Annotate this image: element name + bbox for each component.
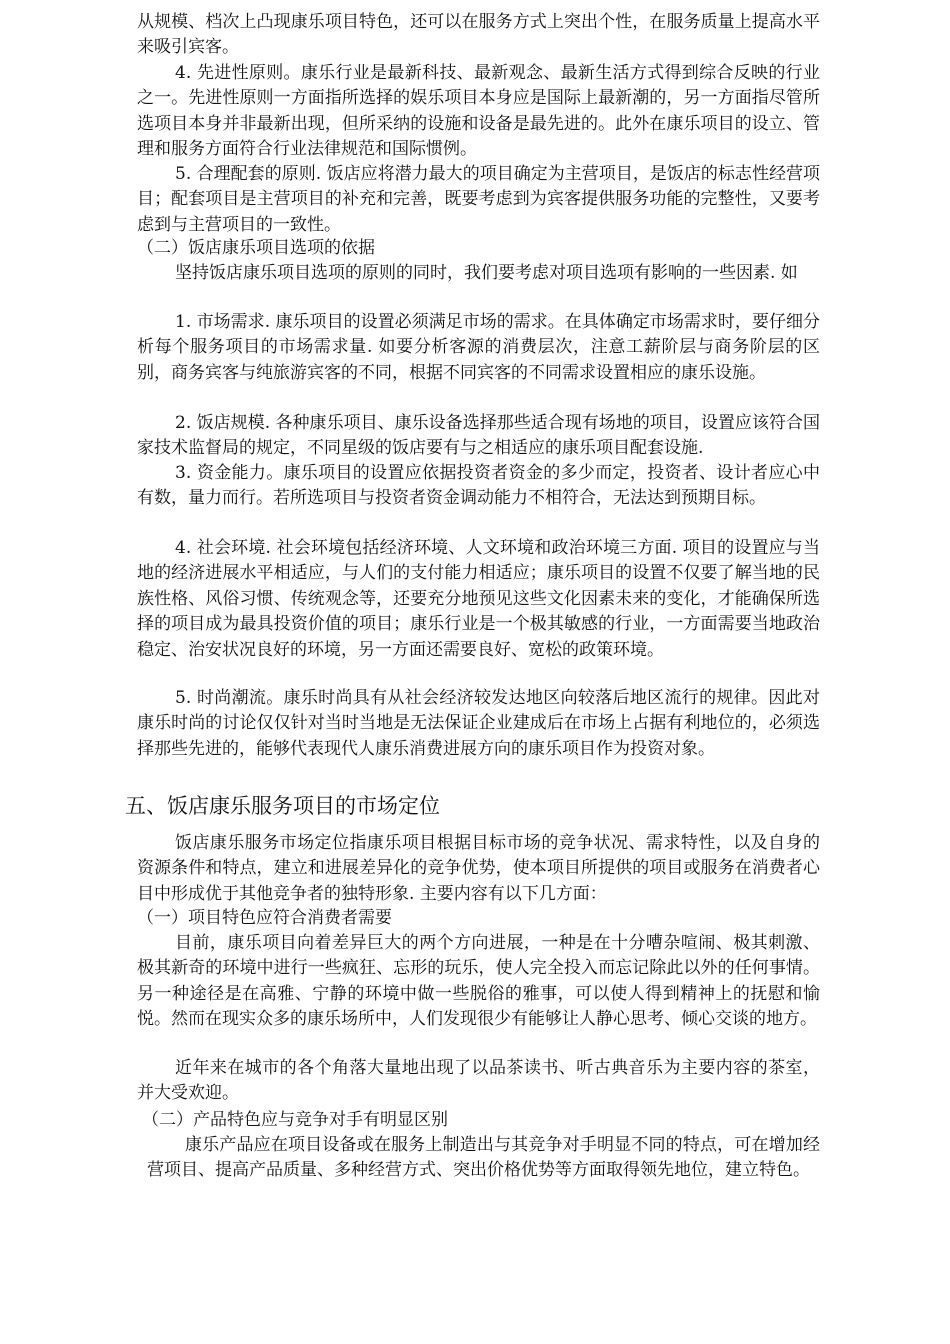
paragraph-principle-5: 5. 合理配套的原则. 饭店应将潜力最大的项目确定为主营项目，是饭店的标志性经营项目；配套项目是主营项目的补充和完善，既要考虑到为宾客提供服务功能的完整性，又要考虑到与主营项目的一致性。: [137, 164, 820, 235]
paragraph-hotel-scale: 2. 饭店规模. 各种康乐项目、康乐设备选择那些适合现有场地的项目，设置应该符合国家技术监督局的规定，不同星级的饭店要有与之相适应的康乐项目配套设施.: [137, 413, 820, 459]
paragraph-capital-capacity: 3. 资金能力。康乐项目的设置应依据投资者资金的多少而定，投资者、设计者应心中有数，量力而行。若所选项目与投资者资金调动能力不相符合，无法达到预期目标。: [137, 463, 820, 509]
paragraph-market-demand: 1. 市场需求. 康乐项目的设置必须满足市场的需求。在具体确定市场需求时，要仔细分析每个服务项目的市场需求量. 如要分析客源的消费层次，注意工薪阶层与商务阶层的区别，商务宾客与纯旅游宾客的不同，根据不同宾客的不同需求设置相应的康乐设施。: [137, 312, 820, 383]
paragraph-principle-4: 4. 先进性原则。康乐行业是最新科技、最新观念、最新生活方式得到综合反映的行业之一。先进性原则一方面指所选择的娱乐项目本身应是国际上最新潮的，另一方面指尽管所选项目本身并非最新出现，但所采纳的设施和设备是最先进的。此外在康乐项目的设立、管理和服务方面符合行业法律规范和国际惯例。: [137, 63, 820, 160]
paragraph-product-features: 康乐产品应在项目设备或在服务上制造出与其竞争对手明显不同的特点，可在增加经营项目、提高产品质量、多种经营方式、突出价格优势等方面取得领先地位，建立特色。: [147, 1135, 820, 1181]
paragraph-social-environment: 4. 社会环境. 社会环境包括经济环境、人文环境和政治环境三方面. 项目的设置应与当地的经济进展水平相适应，与人们的支付能力相适应；康乐项目的设置不仅要了解当地的民族性格、风俗习惯、传统观念等，还要充分地预见这些文化因素未来的变化，才能确保所选择的项目成为最具投资价值的项目；康乐行业是一个极其敏感的行业，一方面需要当地政治稳定、治安状况良好的环境，另一方面还需要良好、宽松的政策环境。: [137, 538, 820, 660]
subheading-competitor-difference: （二）产品特色应与竞争对手有明显区别: [142, 1110, 448, 1130]
paragraph-selection-intro: 坚持饭店康乐项目选项的原则的同时，我们要考虑对项目选项有影响的一些因素. 如: [175, 263, 798, 283]
section-heading-market-positioning: 五、饭店康乐服务项目的市场定位: [125, 794, 440, 818]
paragraph-positioning-intro: 饭店康乐服务市场定位指康乐项目根据目标市场的竞争状况、需求特性，以及自身的资源条件和特点，建立和进展差异化的竞争优势，使本项目所提供的项目或服务在消费者心目中形成优于其他竞争者的独特形象. 主要内容有以下几方面：: [137, 833, 820, 904]
subheading-consumer-needs: （一）项目特色应符合消费者需要: [137, 908, 392, 928]
subheading-selection-basis: （二）饭店康乐项目选项的依据: [137, 238, 375, 258]
paragraph-fashion-trend: 5. 时尚潮流。康乐时尚具有从社会经济较发达地区向较落后地区流行的规律。因此对康乐时尚的讨论仅仅针对当时当地是无法保证企业建成后在市场上占据有利地位的，必须选择那些先进的，能够代表现代人康乐消费进展方向的康乐项目作为投资对象。: [137, 688, 820, 759]
paragraph-two-directions: 目前，康乐项目向着差异巨大的两个方向进展，一种是在十分嘈杂喧闹、极其刺激、极其新奇的环境中进行一些疯狂、忘形的玩乐，使人完全投入而忘记除此以外的任何事情。另一种途径是在高雅、宁静的环境中做一些脱俗的雅事，可以使人得到精神上的抚慰和愉悦。然而在现实众多的康乐场所中，人们发现很少有能够让人静心思考、倾心交谈的地方。: [137, 933, 820, 1030]
paragraph-tea-rooms: 近年来在城市的各个角落大量地出现了以品茶读书、听古典音乐为主要内容的茶室，并大受欢迎。: [137, 1058, 820, 1104]
paragraph-continuation: 从规模、档次上凸现康乐项目特色，还可以在服务方式上突出个性，在服务质量上提高水平来吸引宾客。: [137, 12, 820, 58]
